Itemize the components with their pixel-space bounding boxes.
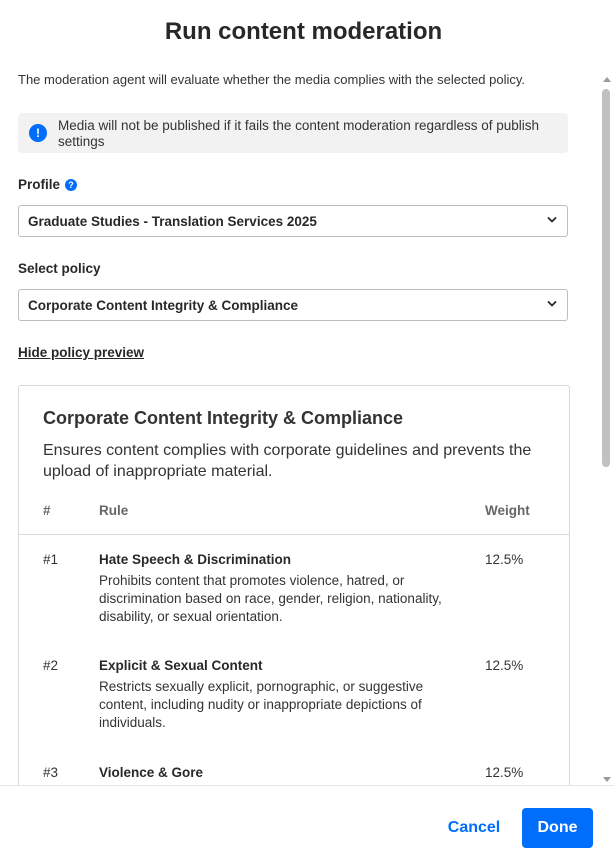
dialog-title: Run content moderation — [164, 18, 443, 45]
hide-policy-preview-link[interactable]: Hide policy preview — [18, 345, 145, 360]
column-header-weight: Weight — [485, 503, 530, 518]
column-header-num: # — [43, 503, 51, 518]
dialog-description: The moderation agent will evaluate whether the media complies with the selected policy. — [18, 72, 526, 87]
cancel-button[interactable]: Cancel — [438, 808, 510, 848]
chevron-down-icon — [547, 215, 557, 225]
help-icon[interactable]: ? — [65, 179, 77, 191]
profile-select[interactable] — [18, 205, 568, 237]
policy-select[interactable] — [18, 289, 568, 321]
alert-text: Media will not be published if it fails the content moderation regardless of publish settings — [58, 118, 540, 149]
dialog-footer — [0, 785, 614, 868]
table-divider — [19, 534, 569, 535]
policy-preview-description: Ensures content complies with corporate guidelines and prevents the upload of inappropriate material. — [43, 442, 532, 480]
rule-number: #1 — [43, 552, 59, 567]
done-button[interactable]: Done — [522, 808, 593, 848]
dialog-scroll-area[interactable] — [0, 60, 614, 785]
rule-name: Explicit & Sexual Content — [99, 658, 263, 673]
scroll-down-icon[interactable] — [603, 777, 611, 782]
scrollbar-thumb[interactable] — [602, 89, 610, 467]
policy-label: Select policy — [18, 261, 101, 276]
scroll-up-icon[interactable] — [603, 77, 611, 82]
profile-select-value: Graduate Studies - Translation Services 2025 — [28, 214, 317, 229]
rule-weight: 12.5% — [485, 765, 524, 780]
rule-description: Restricts sexually explicit, pornographic, or suggestive content, including nudity or inappropriate depictions of individuals. — [99, 679, 424, 730]
rule-name: Hate Speech & Discrimination — [99, 552, 292, 567]
policy-select-value: Corporate Content Integrity & Compliance — [28, 298, 299, 313]
rule-weight: 12.5% — [485, 552, 524, 567]
rule-weight: 12.5% — [485, 658, 524, 673]
rule-name: Violence & Gore — [99, 765, 204, 780]
chevron-down-icon — [547, 299, 557, 309]
profile-label — [18, 177, 77, 192]
policy-preview-title: Corporate Content Integrity & Compliance — [43, 408, 404, 428]
column-header-rule: Rule — [99, 503, 129, 518]
info-icon: ! — [29, 124, 47, 142]
rule-description: Prohibits content that promotes violence, hatred, or discrimination based on race, gender, religion, nationality, disability, or sexual orientation. — [99, 573, 442, 624]
scrollbar[interactable] — [601, 73, 612, 785]
rule-number: #2 — [43, 658, 59, 673]
rule-number: #3 — [43, 765, 59, 780]
profile-label-text: Profile — [18, 177, 61, 192]
publish-warning-alert — [18, 113, 568, 153]
policy-preview-panel — [18, 385, 570, 785]
